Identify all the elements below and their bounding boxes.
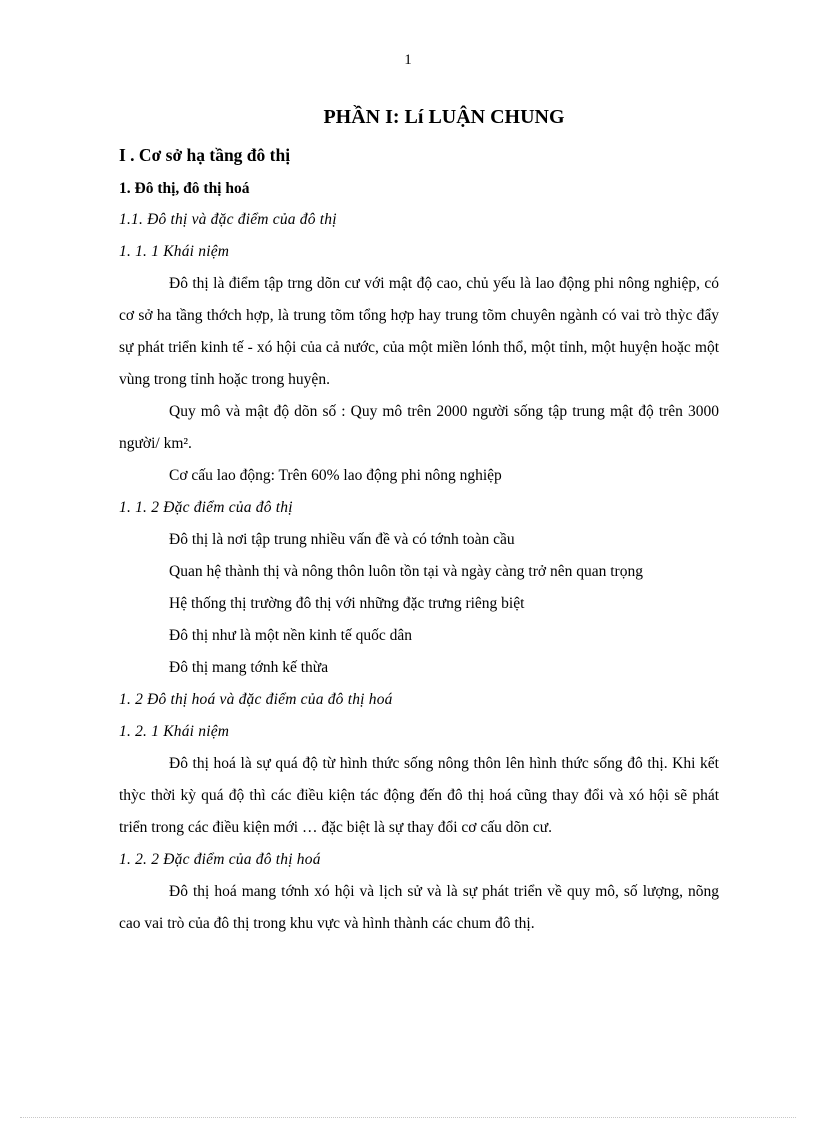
characteristics-heading: 1. 2. 2 Đặc điểm của đô thị hoá xyxy=(119,851,321,868)
paragraph: Đô thị là điểm tập trng dõn cư với mật độ cao, chủ yếu là lao động phi nông nghiệp, có cơ sở ha tầng thớch hợp, là trung tõm tổng hợp hay trung tõm chuyên ngành có vai trò thỳc đẩy sự phát triển kinh tế - xó hội của cả nước, của một miền lónh thổ, một tỉnh, một huyện hoặc một vùng trong tỉnh hoặc trong huyện. xyxy=(119,275,719,388)
paragraph-text: Quy mô và mật độ dõn số : Quy mô trên 2000 người sống tập trung mật độ trên 3000 người/ km². xyxy=(119,403,719,452)
document-body xyxy=(119,100,719,940)
list-item: Đô thị mang tớnh kế thừa xyxy=(169,659,329,676)
paragraph xyxy=(119,396,719,460)
list-item: Hệ thống thị trường đô thị với những đặc trưng riêng biệt xyxy=(169,595,525,612)
part-title: PHẦN I: Lí LUẬN CHUNG xyxy=(323,106,565,128)
paragraph: Đô thị hoá là sự quá độ từ hình thức sống nông thôn lên hình thức sống đô thị. Khi kết thỳc thời kỳ quá độ thì các điều kiện tác động đến đô thị hoá cũng thay đổi và xó hội sẽ phát triển trong các điều kiện mới … đặc biệt là sự thay đổi cơ cấu dõn cư. xyxy=(119,755,719,836)
paragraph: Cơ cấu lao động: Trên 60% lao động phi nông nghiệp xyxy=(169,467,502,484)
list-item: Đô thị như là một nền kinh tế quốc dân xyxy=(169,627,413,644)
subsection-heading: 1. Đô thị, đô thị hoá xyxy=(119,180,250,197)
list-item: Đô thị là nơi tập trung nhiều vấn đề và có tớnh toàn cầu xyxy=(169,531,515,548)
list-item: Quan hệ thành thị và nông thôn luôn tồn tại và ngày càng trở nên quan trọng xyxy=(169,563,643,580)
subsubsection-heading: 1.1. Đô thị và đặc điểm của đô thị xyxy=(119,211,337,228)
page-number: 1 xyxy=(404,52,412,68)
page-bottom-divider xyxy=(20,1117,796,1118)
characteristics-heading: 1. 1. 2 Đặc điểm của đô thị xyxy=(119,499,293,516)
paragraph: Đô thị hoá mang tớnh xó hội và lịch sử và là sự phát triển về quy mô, số lượng, nõng cao vai trò của đô thị trong khu vực và hình thành các chum đô thị. xyxy=(119,883,719,932)
concept-heading: 1. 2. 1 Khái niệm xyxy=(119,723,230,740)
section-heading: I . Cơ sở hạ tầng đô thị xyxy=(119,145,291,165)
subsubsection-heading: 1. 2 Đô thị hoá và đặc điểm của đô thị hoá xyxy=(119,691,393,708)
concept-heading: 1. 1. 1 Khái niệm xyxy=(119,243,230,260)
